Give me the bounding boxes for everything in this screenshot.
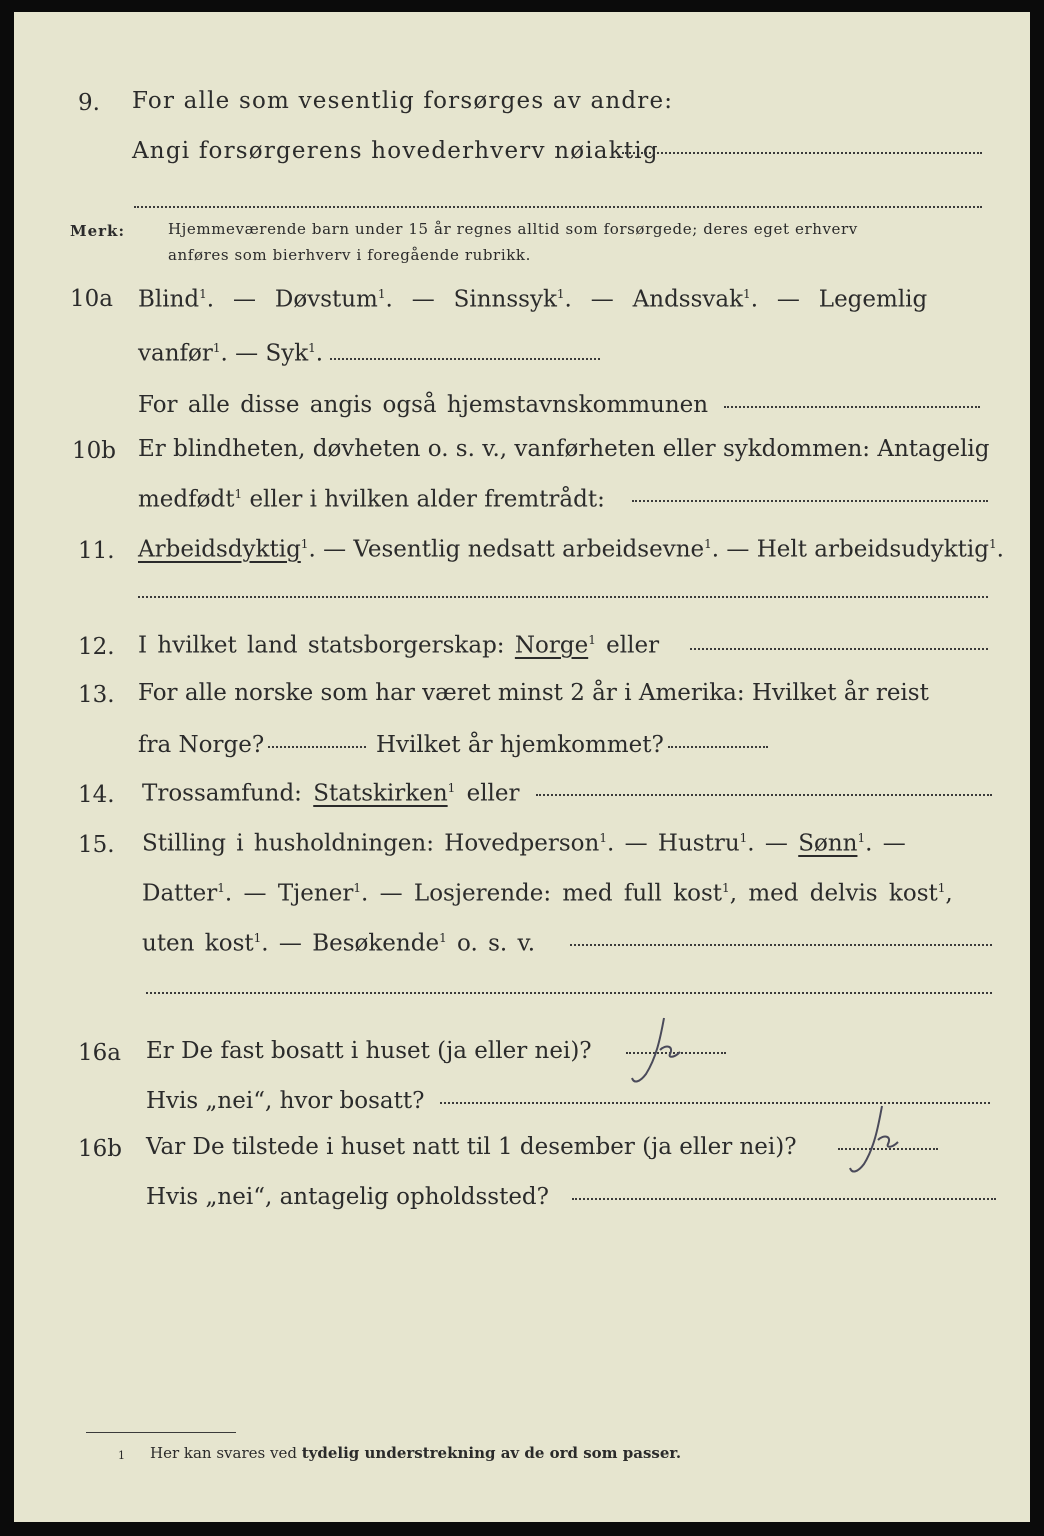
q14-selected-option[interactable]: Statskirken (313, 780, 448, 807)
q12-selected-option[interactable]: Norge (514, 632, 589, 659)
merk-line2: anføres som bierhverv i foregående rubrikk. (168, 246, 531, 264)
q14-answer-line[interactable] (536, 794, 992, 796)
q10b-line2: medfødt$^1$ eller i hvilken alder fremtrådt: (138, 486, 605, 513)
q16a-line1: Er De fast bosatt i huset (ja eller nei)? (146, 1038, 592, 1064)
q13-line2a: fra Norge? (138, 732, 265, 758)
q12-number: 12. (78, 634, 115, 660)
q10a-line3: For alle disse angis også hjemstavnskommunen (138, 392, 709, 418)
q16b-line2: Hvis „nei“, antagelig opholdssted? (146, 1184, 549, 1210)
q10a-line2: vanfør$^1$. — Syk$^1$. (138, 340, 324, 367)
merk-label: Merk: (70, 222, 125, 240)
q9-answer-line[interactable] (622, 152, 982, 154)
footnote-text: Her kan svares ved tydelig understrekning av de ord som passer. (150, 1444, 682, 1462)
q10b-answer-line[interactable] (632, 500, 988, 502)
q9-number: 9. (78, 90, 100, 116)
q15-answer-line2[interactable] (146, 992, 992, 994)
footnote-rule (86, 1432, 236, 1433)
census-form-page (14, 12, 1030, 1522)
q12-answer-line[interactable] (690, 648, 988, 650)
q13-answer-line-hjemkommet[interactable] (668, 746, 768, 748)
q9-answer-line2[interactable] (134, 206, 982, 208)
q14-line: Trossamfund: Statskirken$^1$ eller (142, 780, 520, 807)
q15-line3: uten kost$^1$. — Besøkende$^1$ o. s. v. (142, 930, 536, 957)
q16b-handwritten-answer (840, 1098, 910, 1178)
q13-answer-line-reist[interactable] (268, 746, 366, 748)
q13-number: 13. (78, 682, 115, 708)
q15-line2: Datter$^1$. — Tjener$^1$. — Losjerende: med full kost$^1$, med delvis kost$^1$, (142, 880, 953, 907)
q15-answer-line[interactable] (570, 944, 992, 946)
q10a-number: 10a (70, 286, 113, 312)
q13-line2b: Hvilket år hjemkommet? (376, 732, 664, 758)
q10a-line1: Blind$^1$. — Døvstum$^1$. — Sinnssyk$^1$. — Andssvak$^1$. — Legemlig (138, 286, 928, 313)
q10a-answer-line2[interactable] (724, 406, 980, 408)
q15-line1: Stilling i husholdningen: Hovedperson$^1$. — Hustru$^1$. — Sønn$^1$. — (142, 830, 906, 857)
q11-selected-option[interactable]: Arbeidsdyktig (138, 536, 301, 563)
q10b-number: 10b (72, 438, 116, 464)
q16a-handwritten-answer (624, 1010, 694, 1088)
q16a-line2: Hvis „nei“, hvor bosatt? (146, 1088, 425, 1114)
q16b-answer-line2[interactable] (572, 1198, 996, 1200)
footnote-mark: 1 (118, 1449, 125, 1462)
q15-number: 15. (78, 832, 115, 858)
q12-line: I hvilket land statsborgerskap: Norge$^1$ eller (138, 632, 660, 659)
q14-number: 14. (78, 782, 115, 808)
q9-line1: For alle som vesentlig forsørges av andre: (132, 88, 674, 114)
q15-selected-option[interactable]: Sønn (798, 830, 858, 857)
q13-line1: For alle norske som har været minst 2 år i Amerika: Hvilket år reist (138, 680, 929, 706)
merk-line1: Hjemmeværende barn under 15 år regnes alltid som forsørgede; deres eget erhverv (168, 220, 858, 238)
q10b-line1: Er blindheten, døvheten o. s. v., vanførheten eller sykdommen: Antagelig (138, 436, 990, 462)
q11-line: Arbeidsdyktig$^1$. — Vesentlig nedsatt arbeidsevne$^1$. — Helt arbeidsudyktig$^1$. (138, 536, 1004, 563)
q16b-line1: Var De tilstede i huset natt til 1 desember (ja eller nei)? (146, 1134, 797, 1160)
q11-answer-line[interactable] (138, 596, 988, 598)
q10a-answer-line[interactable] (330, 358, 600, 360)
q11-number: 11. (78, 538, 115, 564)
q16b-number: 16b (78, 1136, 122, 1162)
q9-line2: Angi forsørgerens hovederhverv nøiaktig (132, 138, 659, 164)
q16a-number: 16a (78, 1040, 121, 1066)
